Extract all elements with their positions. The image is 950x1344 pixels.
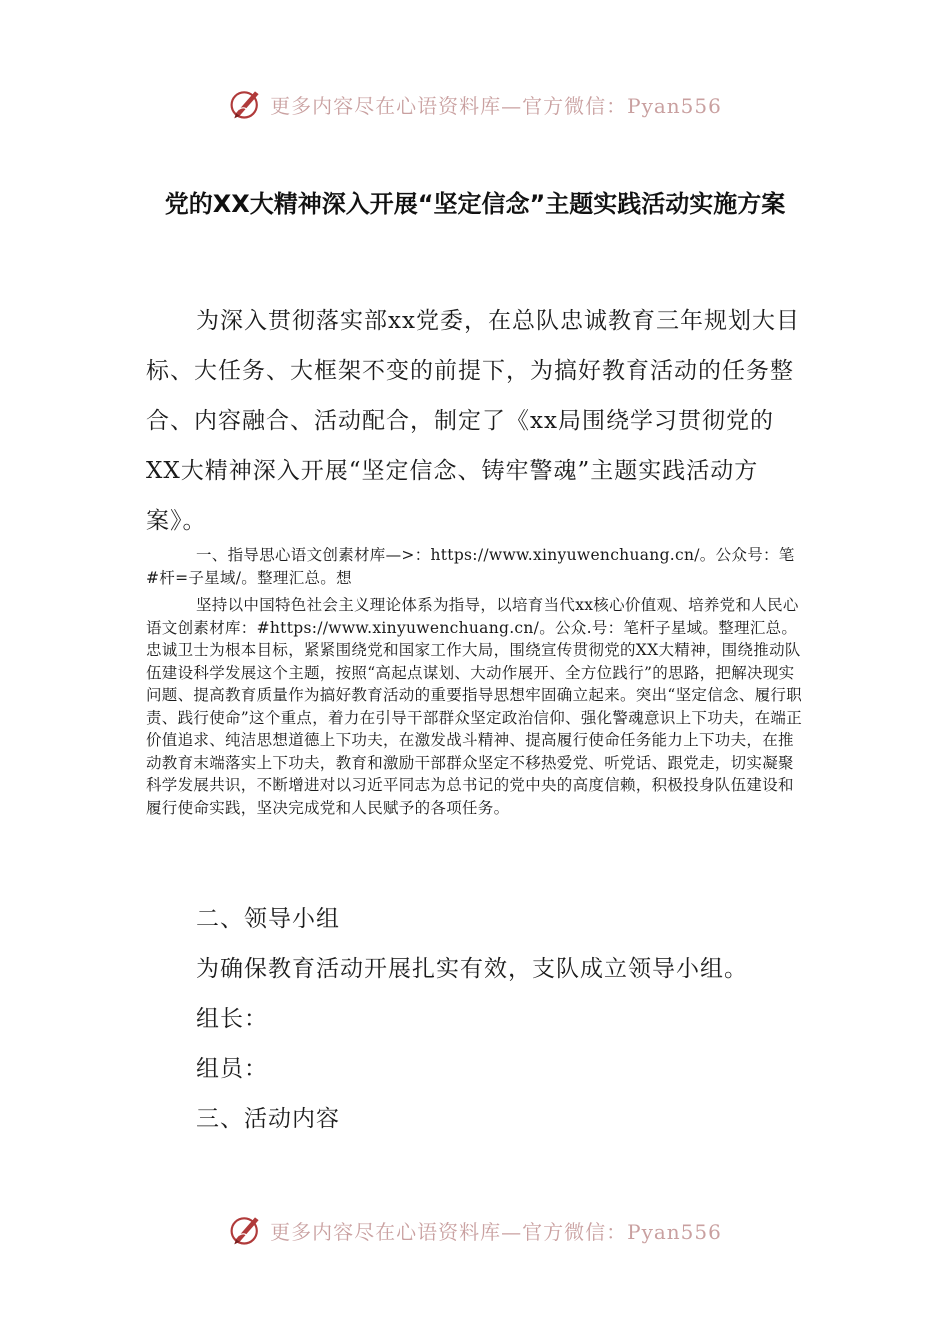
footer-watermark-text: 更多内容尽在心语资料库—官方微信：Pyan556 [270,1219,722,1244]
member-label: 组员： [196,1056,268,1082]
section2-heading: 二、领导小组 [196,906,340,932]
header-watermark-banner [0,82,950,126]
intro-paragraph: 为深入贯彻落实部xx党委，在总队忠诚教育三年规划大目标、大任务、大框架不变的前提下，为搞好教育活动的任务整合、内容融合、活动配合，制定了《xx局围绕学习贯彻党的XX大精神深入开展“坚定信念、铸牢警魂”主题实践活动方案》。 [146,308,800,534]
section1-body: 坚持以中国特色社会主义理论体系为指导，以培育当代xx核心价值观、培养党和人民心语文创素材库：#https://www.xinyuwenchuang.cn/。公众.号：笔杆子星域。整理汇总。忠诚卫士为根本目标，紧紧围绕党和国家工作大局，围绕宣传贯彻党的XX大精神，围绕推动队伍建设科学发展这个主题，按照“高起点谋划、大动作展开、全方位践行”的思路，把解决现实问题、提高教育质量作为搞好教育活动的重要指导思想牢固确立起来。突出“坚定信念、履行职责、践行使命”这个重点，着力在引导干部群众坚定政治信仰、强化警魂意识上下功夫，在端正价值追求、纯洁思想道德上下功夫，在激发战斗精神、提高履行使命任务能力上下功夫，在推动教育末端落实上下功夫，教育和激励干部群众坚定不移热爱党、听党话、跟党走，切实凝聚科学发展共识，不断增进对以习近平同志为总书记的党中央的高度信赖，积极投身队伍建设和履行使命实践，坚决完成党和人民赋予的各项任务。 [146,596,803,817]
footer-watermark-banner [0,1208,950,1252]
pen-logo-icon [228,86,264,122]
header-watermark-text: 更多内容尽在心语资料库—官方微信：Pyan556 [270,93,722,118]
section3-heading: 三、活动内容 [196,1106,340,1132]
section2-body: 为确保教育活动开展扎实有效，支队成立领导小组。 [196,956,748,982]
pen-logo-icon [228,1212,264,1248]
section1-heading: 一、指导思心语文创素材库—>：https://www.xinyuwenchuang.cn/。公众号：笔#杆=子星域/。整理汇总。想 [146,546,795,587]
document-title: 党的XX大精神深入开展“坚定信念”主题实践活动实施方案 [164,190,786,218]
leader-label: 组长： [196,1006,268,1032]
